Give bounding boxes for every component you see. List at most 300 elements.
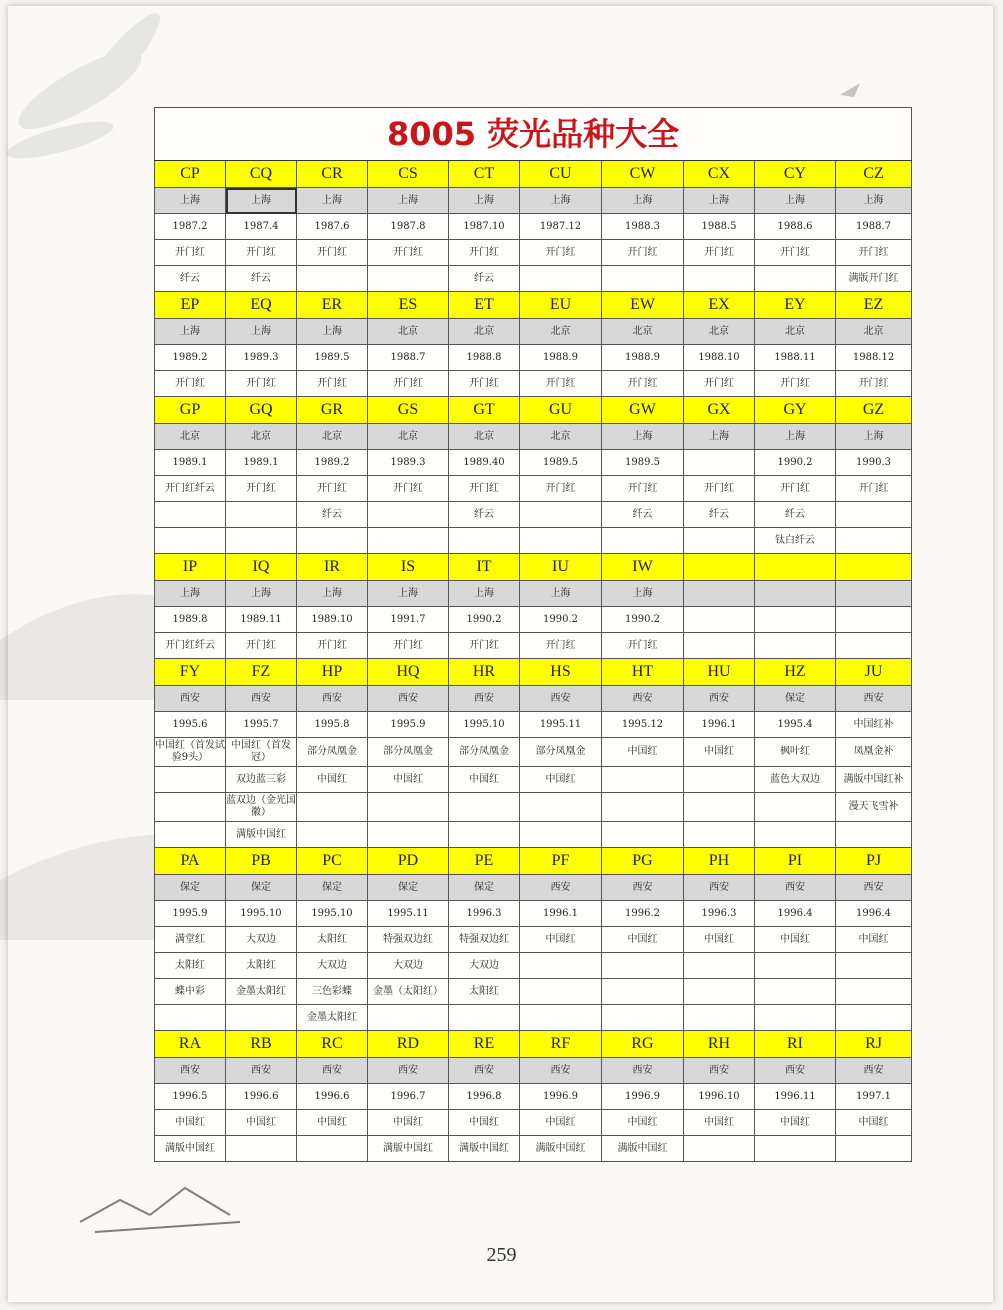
variety-code-cell: RE xyxy=(449,1031,520,1058)
printer-cell: 上海 xyxy=(520,581,602,607)
variety-cell: 中国红 xyxy=(449,1110,520,1136)
variety-cell xyxy=(684,767,755,793)
variety-code-cell: JU xyxy=(836,659,912,686)
variety-code-cell: GX xyxy=(684,397,755,424)
code-row xyxy=(155,397,912,424)
variety-cell xyxy=(602,793,684,822)
printer-cell: 北京 xyxy=(836,319,912,345)
variety-cell: 开门红 xyxy=(755,240,836,266)
variety-cell xyxy=(155,528,226,554)
variety-cell xyxy=(602,953,684,979)
variety-code-cell: IW xyxy=(602,554,684,581)
variety-cell: 开门红 xyxy=(836,240,912,266)
variety-cell xyxy=(602,767,684,793)
date-cell: 1988.8 xyxy=(449,345,520,371)
variety-code-cell: EP xyxy=(155,292,226,319)
variety-code-cell: CY xyxy=(755,161,836,188)
printer-cell: 上海 xyxy=(602,188,684,214)
date-cell: 1996.3 xyxy=(449,901,520,927)
variety-cell: 中国红 xyxy=(368,767,449,793)
variety-code-cell: RC xyxy=(297,1031,368,1058)
date-cell: 1987.2 xyxy=(155,214,226,240)
date-cell: 1996.5 xyxy=(155,1084,226,1110)
variety-cell: 中国红 xyxy=(449,767,520,793)
printer-cell: 西安 xyxy=(155,1058,226,1084)
date-cell: 1995.8 xyxy=(297,712,368,738)
date-cell: 1989.3 xyxy=(368,450,449,476)
variety-row xyxy=(155,793,912,822)
variety-code-cell: RG xyxy=(602,1031,684,1058)
variety-cell: 中国红 xyxy=(520,767,602,793)
variety-cell: 太阳红 xyxy=(226,953,297,979)
variety-code-cell: ET xyxy=(449,292,520,319)
printer-cell xyxy=(836,581,912,607)
variety-cell: 开门红 xyxy=(226,476,297,502)
variety-code-cell: HU xyxy=(684,659,755,686)
variety-cell: 漫天飞雪补 xyxy=(836,793,912,822)
variety-code-cell: FZ xyxy=(226,659,297,686)
variety-cell: 开门红 xyxy=(449,240,520,266)
variety-cell: 双边蓝三彩 xyxy=(226,767,297,793)
date-cell xyxy=(684,607,755,633)
variety-cell: 满版中国红 xyxy=(520,1136,602,1162)
date-cell: 1991.7 xyxy=(368,607,449,633)
date-cell: 1995.9 xyxy=(368,712,449,738)
date-cell: 1995.11 xyxy=(520,712,602,738)
variety-cell xyxy=(602,1005,684,1031)
variety-cell: 开门红 xyxy=(368,371,449,397)
variety-code-cell: IR xyxy=(297,554,368,581)
variety-cell: 开门红 xyxy=(836,476,912,502)
variety-cell: 满版中国红 xyxy=(155,1136,226,1162)
variety-cell xyxy=(755,1136,836,1162)
printer-cell: 上海 xyxy=(368,188,449,214)
variety-cell: 开门红 xyxy=(755,476,836,502)
code-row xyxy=(155,161,912,188)
variety-cell xyxy=(836,633,912,659)
variety-cell xyxy=(297,528,368,554)
printer-cell: 西安 xyxy=(602,875,684,901)
date-cell: 1989.10 xyxy=(297,607,368,633)
date-cell: 1995.4 xyxy=(755,712,836,738)
variety-cell xyxy=(368,266,449,292)
date-cell: 1987.12 xyxy=(520,214,602,240)
variety-code-cell: HS xyxy=(520,659,602,686)
printer-cell: 保定 xyxy=(155,875,226,901)
printer-row xyxy=(155,686,912,712)
printer-cell: 西安 xyxy=(226,1058,297,1084)
printer-cell: 西安 xyxy=(520,875,602,901)
variety-cell: 中国红 xyxy=(684,1110,755,1136)
variety-cell: 开门红 xyxy=(297,371,368,397)
date-cell: 1988.9 xyxy=(602,345,684,371)
variety-code-cell: GR xyxy=(297,397,368,424)
variety-code-cell: RA xyxy=(155,1031,226,1058)
variety-cell: 金墨太阳红 xyxy=(297,1005,368,1031)
variety-cell xyxy=(226,1005,297,1031)
date-cell: 1988.12 xyxy=(836,345,912,371)
variety-code-cell: EQ xyxy=(226,292,297,319)
variety-cell: 中国红（首发冠） xyxy=(226,738,297,767)
variety-cell: 部分凤凰金 xyxy=(368,738,449,767)
variety-row xyxy=(155,1005,912,1031)
date-cell: 1990.2 xyxy=(602,607,684,633)
variety-code-cell: GS xyxy=(368,397,449,424)
variety-cell: 大双边 xyxy=(368,953,449,979)
printer-cell: 上海 xyxy=(520,188,602,214)
variety-code-cell: RD xyxy=(368,1031,449,1058)
variety-cell: 开门红 xyxy=(368,476,449,502)
variety-cell: 中国红 xyxy=(520,1110,602,1136)
variety-cell: 大双边 xyxy=(449,953,520,979)
date-cell: 1987.8 xyxy=(368,214,449,240)
variety-cell: 开门红纤云 xyxy=(155,476,226,502)
date-cell: 1989.8 xyxy=(155,607,226,633)
date-cell: 1996.11 xyxy=(755,1084,836,1110)
printer-cell: 北京 xyxy=(520,424,602,450)
code-row xyxy=(155,554,912,581)
printer-cell: 上海 xyxy=(836,424,912,450)
variety-cell xyxy=(602,528,684,554)
variety-cell xyxy=(836,502,912,528)
date-cell: 1989.2 xyxy=(155,345,226,371)
date-cell: 1988.11 xyxy=(755,345,836,371)
date-row xyxy=(155,450,912,476)
variety-code-cell: EY xyxy=(755,292,836,319)
date-cell: 1988.5 xyxy=(684,214,755,240)
variety-cell: 特强双边红 xyxy=(368,927,449,953)
variety-cell: 开门红 xyxy=(449,371,520,397)
date-cell: 1996.9 xyxy=(602,1084,684,1110)
variety-code-cell: RI xyxy=(755,1031,836,1058)
variety-cell xyxy=(297,266,368,292)
date-cell: 1989.1 xyxy=(155,450,226,476)
date-cell: 1989.5 xyxy=(520,450,602,476)
variety-code-cell: CQ xyxy=(226,161,297,188)
variety-code-cell: CZ xyxy=(836,161,912,188)
variety-row xyxy=(155,266,912,292)
variety-cell: 开门红 xyxy=(520,240,602,266)
code-row xyxy=(155,292,912,319)
variety-code-cell: ES xyxy=(368,292,449,319)
printer-cell: 上海 xyxy=(449,581,520,607)
variety-row xyxy=(155,502,912,528)
variety-cell: 蓝双边（金光国徽） xyxy=(226,793,297,822)
printer-cell: 保定 xyxy=(297,875,368,901)
printer-cell xyxy=(684,581,755,607)
variety-cell xyxy=(297,793,368,822)
variety-cell: 开门红 xyxy=(449,476,520,502)
variety-cell xyxy=(755,793,836,822)
variety-cell: 部分凤凰金 xyxy=(297,738,368,767)
date-row xyxy=(155,214,912,240)
printer-cell: 北京 xyxy=(449,424,520,450)
date-cell: 1995.10 xyxy=(226,901,297,927)
variety-cell: 中国红 xyxy=(297,767,368,793)
variety-cell xyxy=(755,953,836,979)
printer-cell: 上海 xyxy=(297,188,368,214)
variety-cell: 满版中国红 xyxy=(368,1136,449,1162)
variety-code-cell: CW xyxy=(602,161,684,188)
variety-cell xyxy=(520,528,602,554)
printer-cell: 上海 xyxy=(836,188,912,214)
variety-code-cell: PE xyxy=(449,848,520,875)
variety-code-cell: HQ xyxy=(368,659,449,686)
printer-cell: 上海 xyxy=(755,188,836,214)
printer-row xyxy=(155,875,912,901)
printer-cell: 北京 xyxy=(155,424,226,450)
variety-cell: 纤云 xyxy=(226,266,297,292)
variety-row xyxy=(155,767,912,793)
variety-cell: 纤云 xyxy=(755,502,836,528)
variety-code-cell: IT xyxy=(449,554,520,581)
variety-cell: 中国红 xyxy=(297,1110,368,1136)
variety-cell xyxy=(602,266,684,292)
variety-cell xyxy=(755,633,836,659)
variety-cell: 太阳红 xyxy=(155,953,226,979)
printer-cell: 上海 xyxy=(602,424,684,450)
variety-code-cell: IQ xyxy=(226,554,297,581)
variety-cell: 开门红 xyxy=(684,371,755,397)
variety-code-cell: GU xyxy=(520,397,602,424)
variety-cell xyxy=(684,1136,755,1162)
variety-cell: 中国红 xyxy=(520,927,602,953)
variety-cell xyxy=(684,953,755,979)
variety-cell xyxy=(155,822,226,848)
variety-cell xyxy=(155,767,226,793)
date-cell: 1990.3 xyxy=(836,450,912,476)
printer-cell: 上海 xyxy=(684,188,755,214)
variety-code-cell: CR xyxy=(297,161,368,188)
variety-cell xyxy=(520,822,602,848)
date-cell: 1987.6 xyxy=(297,214,368,240)
variety-code-cell: IS xyxy=(368,554,449,581)
variety-cell xyxy=(755,266,836,292)
variety-cell xyxy=(449,793,520,822)
date-cell: 1989.40 xyxy=(449,450,520,476)
variety-cell: 开门红 xyxy=(155,240,226,266)
date-cell: 1996.8 xyxy=(449,1084,520,1110)
variety-cell: 开门红 xyxy=(602,633,684,659)
printer-cell: 西安 xyxy=(520,686,602,712)
date-cell xyxy=(836,607,912,633)
printer-cell: 北京 xyxy=(449,319,520,345)
variety-cell: 中国红 xyxy=(602,1110,684,1136)
date-cell: 1996.6 xyxy=(226,1084,297,1110)
printer-cell: 西安 xyxy=(602,1058,684,1084)
variety-code-cell: RB xyxy=(226,1031,297,1058)
date-cell: 1990.2 xyxy=(520,607,602,633)
variety-cell: 中国红 xyxy=(368,1110,449,1136)
variety-cell: 开门红 xyxy=(155,371,226,397)
variety-cell xyxy=(684,266,755,292)
date-cell: 1995.12 xyxy=(602,712,684,738)
variety-cell: 中国红 xyxy=(836,1110,912,1136)
date-cell: 中国红补 xyxy=(836,712,912,738)
variety-cell xyxy=(836,528,912,554)
printer-cell: 西安 xyxy=(836,1058,912,1084)
printer-cell: 西安 xyxy=(684,1058,755,1084)
variety-code-cell: PD xyxy=(368,848,449,875)
variety-cell xyxy=(836,1136,912,1162)
variety-code-cell: PA xyxy=(155,848,226,875)
variety-cell: 中国红（首发试验9头） xyxy=(155,738,226,767)
variety-cell: 开门红 xyxy=(297,240,368,266)
printer-cell: 西安 xyxy=(297,686,368,712)
variety-code-cell: CU xyxy=(520,161,602,188)
printer-cell: 北京 xyxy=(297,424,368,450)
variety-code-cell: PG xyxy=(602,848,684,875)
variety-cell: 开门红纤云 xyxy=(155,633,226,659)
printer-cell: 北京 xyxy=(602,319,684,345)
printer-cell: 北京 xyxy=(755,319,836,345)
variety-code-cell: CP xyxy=(155,161,226,188)
variety-cell: 中国红 xyxy=(755,927,836,953)
variety-cell: 中国红 xyxy=(155,1110,226,1136)
printer-cell: 上海 xyxy=(226,581,297,607)
date-cell: 1988.7 xyxy=(368,345,449,371)
printer-cell: 西安 xyxy=(155,686,226,712)
date-cell: 1990.2 xyxy=(755,450,836,476)
printer-cell: 上海 xyxy=(226,319,297,345)
variety-code-cell: HR xyxy=(449,659,520,686)
variety-cell: 开门红 xyxy=(368,633,449,659)
date-cell: 1997.1 xyxy=(836,1084,912,1110)
variety-cell: 开门红 xyxy=(520,371,602,397)
variety-cell: 特强双边红 xyxy=(449,927,520,953)
variety-cell: 开门红 xyxy=(684,476,755,502)
printer-row xyxy=(155,319,912,345)
variety-cell xyxy=(297,1136,368,1162)
date-cell: 1987.4 xyxy=(226,214,297,240)
variety-row xyxy=(155,953,912,979)
variety-cell xyxy=(155,793,226,822)
variety-cell: 开门红 xyxy=(226,633,297,659)
variety-cell: 三色彩蝶 xyxy=(297,979,368,1005)
variety-code-cell: PJ xyxy=(836,848,912,875)
variety-code-cell: GW xyxy=(602,397,684,424)
variety-cell: 纤云 xyxy=(449,502,520,528)
printer-cell: 保定 xyxy=(755,686,836,712)
variety-cell xyxy=(226,1136,297,1162)
variety-cell: 大双边 xyxy=(297,953,368,979)
date-cell: 1996.1 xyxy=(684,712,755,738)
variety-code-cell: FY xyxy=(155,659,226,686)
page-title: 8005 荧光品种大全 xyxy=(155,108,912,161)
variety-cell: 部分凤凰金 xyxy=(449,738,520,767)
variety-cell: 满版中国红 xyxy=(226,822,297,848)
variety-cell: 开门红 xyxy=(449,633,520,659)
variety-cell: 开门红 xyxy=(297,633,368,659)
date-cell: 1995.9 xyxy=(155,901,226,927)
printer-cell: 西安 xyxy=(602,686,684,712)
variety-cell xyxy=(368,1005,449,1031)
printer-cell: 西安 xyxy=(226,686,297,712)
variety-cell xyxy=(755,822,836,848)
variety-cell: 中国红 xyxy=(836,927,912,953)
date-cell: 1995.10 xyxy=(449,712,520,738)
variety-cell xyxy=(368,822,449,848)
variety-cell xyxy=(520,979,602,1005)
variety-code-cell: HT xyxy=(602,659,684,686)
variety-code-cell xyxy=(684,554,755,581)
variety-cell: 开门红 xyxy=(602,240,684,266)
variety-code-cell: RF xyxy=(520,1031,602,1058)
variety-cell xyxy=(520,793,602,822)
variety-code-cell xyxy=(836,554,912,581)
variety-code-cell: PF xyxy=(520,848,602,875)
date-cell xyxy=(684,450,755,476)
date-cell: 1989.5 xyxy=(297,345,368,371)
variety-cell: 开门红 xyxy=(684,240,755,266)
date-cell: 1988.6 xyxy=(755,214,836,240)
variety-cell xyxy=(449,1005,520,1031)
printer-cell: 上海 xyxy=(297,581,368,607)
variety-cell: 枫叶红 xyxy=(755,738,836,767)
printer-row xyxy=(155,1058,912,1084)
date-cell: 1988.7 xyxy=(836,214,912,240)
date-cell: 1988.3 xyxy=(602,214,684,240)
variety-cell xyxy=(297,822,368,848)
variety-cell: 纤云 xyxy=(684,502,755,528)
variety-code-cell: RH xyxy=(684,1031,755,1058)
variety-cell: 开门红 xyxy=(602,371,684,397)
variety-cell: 满版中国红 xyxy=(449,1136,520,1162)
variety-cell xyxy=(836,1005,912,1031)
printer-cell: 北京 xyxy=(226,424,297,450)
variety-code-cell: RJ xyxy=(836,1031,912,1058)
variety-cell xyxy=(684,979,755,1005)
printer-cell: 保定 xyxy=(226,875,297,901)
printer-cell: 上海 xyxy=(755,424,836,450)
date-cell: 1990.2 xyxy=(449,607,520,633)
printer-row xyxy=(155,581,912,607)
variety-cell: 开门红 xyxy=(602,476,684,502)
date-cell: 1989.3 xyxy=(226,345,297,371)
variety-cell xyxy=(449,822,520,848)
variety-cell xyxy=(155,1005,226,1031)
variety-cell: 纤云 xyxy=(155,266,226,292)
date-row xyxy=(155,901,912,927)
date-cell: 1995.10 xyxy=(297,901,368,927)
variety-cell: 钛白纤云 xyxy=(755,528,836,554)
variety-code-cell: GT xyxy=(449,397,520,424)
variety-code-cell: PB xyxy=(226,848,297,875)
date-cell: 1996.2 xyxy=(602,901,684,927)
variety-code-cell: CS xyxy=(368,161,449,188)
printer-cell: 西安 xyxy=(368,686,449,712)
printer-cell: 西安 xyxy=(755,1058,836,1084)
variety-cell: 中国红 xyxy=(684,738,755,767)
variety-code-cell: HP xyxy=(297,659,368,686)
date-cell: 1989.5 xyxy=(602,450,684,476)
variety-cell: 中国红 xyxy=(755,1110,836,1136)
variety-row xyxy=(155,927,912,953)
date-row xyxy=(155,607,912,633)
printer-row xyxy=(155,188,912,214)
variety-code-cell: EZ xyxy=(836,292,912,319)
variety-cell: 中国红 xyxy=(602,927,684,953)
variety-row xyxy=(155,371,912,397)
page-number: 259 xyxy=(486,1244,517,1266)
date-cell: 1996.7 xyxy=(368,1084,449,1110)
variety-cell xyxy=(836,979,912,1005)
date-cell: 1989.2 xyxy=(297,450,368,476)
variety-code-cell: EX xyxy=(684,292,755,319)
date-row xyxy=(155,1084,912,1110)
variety-row xyxy=(155,476,912,502)
variety-cell xyxy=(226,528,297,554)
